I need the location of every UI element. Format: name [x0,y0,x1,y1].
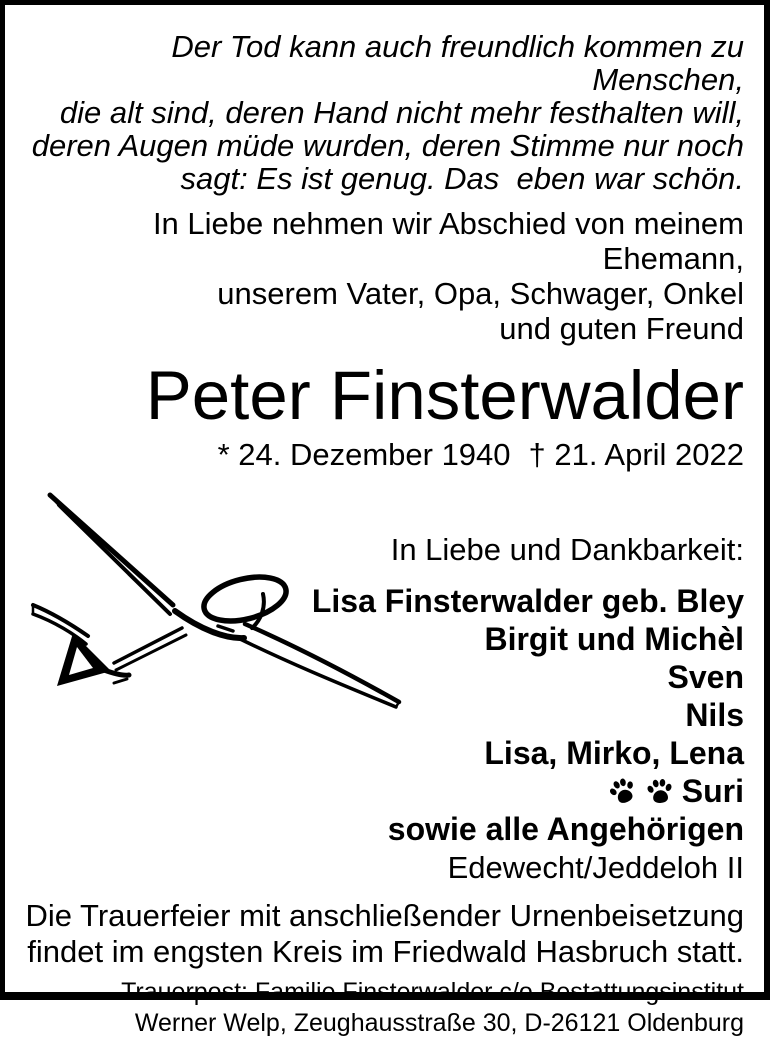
mourners-closing: sowie alle Angehörigen [387,811,744,847]
intro-line: unserem Vater, Opa, Schwager, Onkel [217,276,744,311]
opening-verse [25,29,753,196]
contact-line: Werner Welp, Zeughausstraße 30, D-26121 Oldenburg [134,1009,744,1037]
mourner-name: Sven [667,659,744,695]
farewell-intro [25,206,753,346]
mourners-list [25,582,744,848]
verse-line: die alt sind, deren Hand nicht mehr festhalten will, [59,95,744,130]
birth-date: * 24. Dezember 1940 [217,437,511,472]
condolence-address [25,977,744,1039]
verse-line: sagt: Es ist genug. Das eben war schön. [180,161,744,196]
deceased-name: Peter Finsterwalder [145,357,744,434]
paw-print-icon [644,777,674,807]
contact-line: Trauerpost: Familie Finsterwalder c/o Bestattungsinstitut [121,978,744,1006]
notice-content [5,5,764,1037]
intro-line: In Liebe nehmen wir Abschied von meinem Ehemann, [152,206,753,276]
funeral-line: Die Trauerfeier mit anschließender Urnenbeisetzung [25,898,744,933]
mourner-name: Birgit und Michèl [484,621,744,657]
funeral-line: findet im engsten Kreis im Friedwald Hasbruch statt. [27,934,744,969]
pet-name-line [25,772,744,810]
paw-print-icon [605,774,640,809]
funeral-info [25,898,744,970]
pet-name: Suri [681,773,744,809]
mourner-name: Lisa Finsterwalder geb. Bley [311,583,744,619]
verse-line: Der Tod kann auch freundlich kommen zu Menschen, [171,29,753,97]
life-dates [25,438,744,472]
verse-line: deren Augen müde wurden, deren Stimme nur noch [31,128,744,163]
mourner-name: Lisa, Mirko, Lena [484,735,744,771]
intro-line: und guten Freund [499,311,744,346]
mourner-name: Nils [685,697,744,733]
death-date: † 21. April 2022 [528,437,744,472]
place-line: Edewecht/Jeddeloh II [447,850,744,885]
dedication-line: In Liebe und Dankbarkeit: [390,532,744,567]
